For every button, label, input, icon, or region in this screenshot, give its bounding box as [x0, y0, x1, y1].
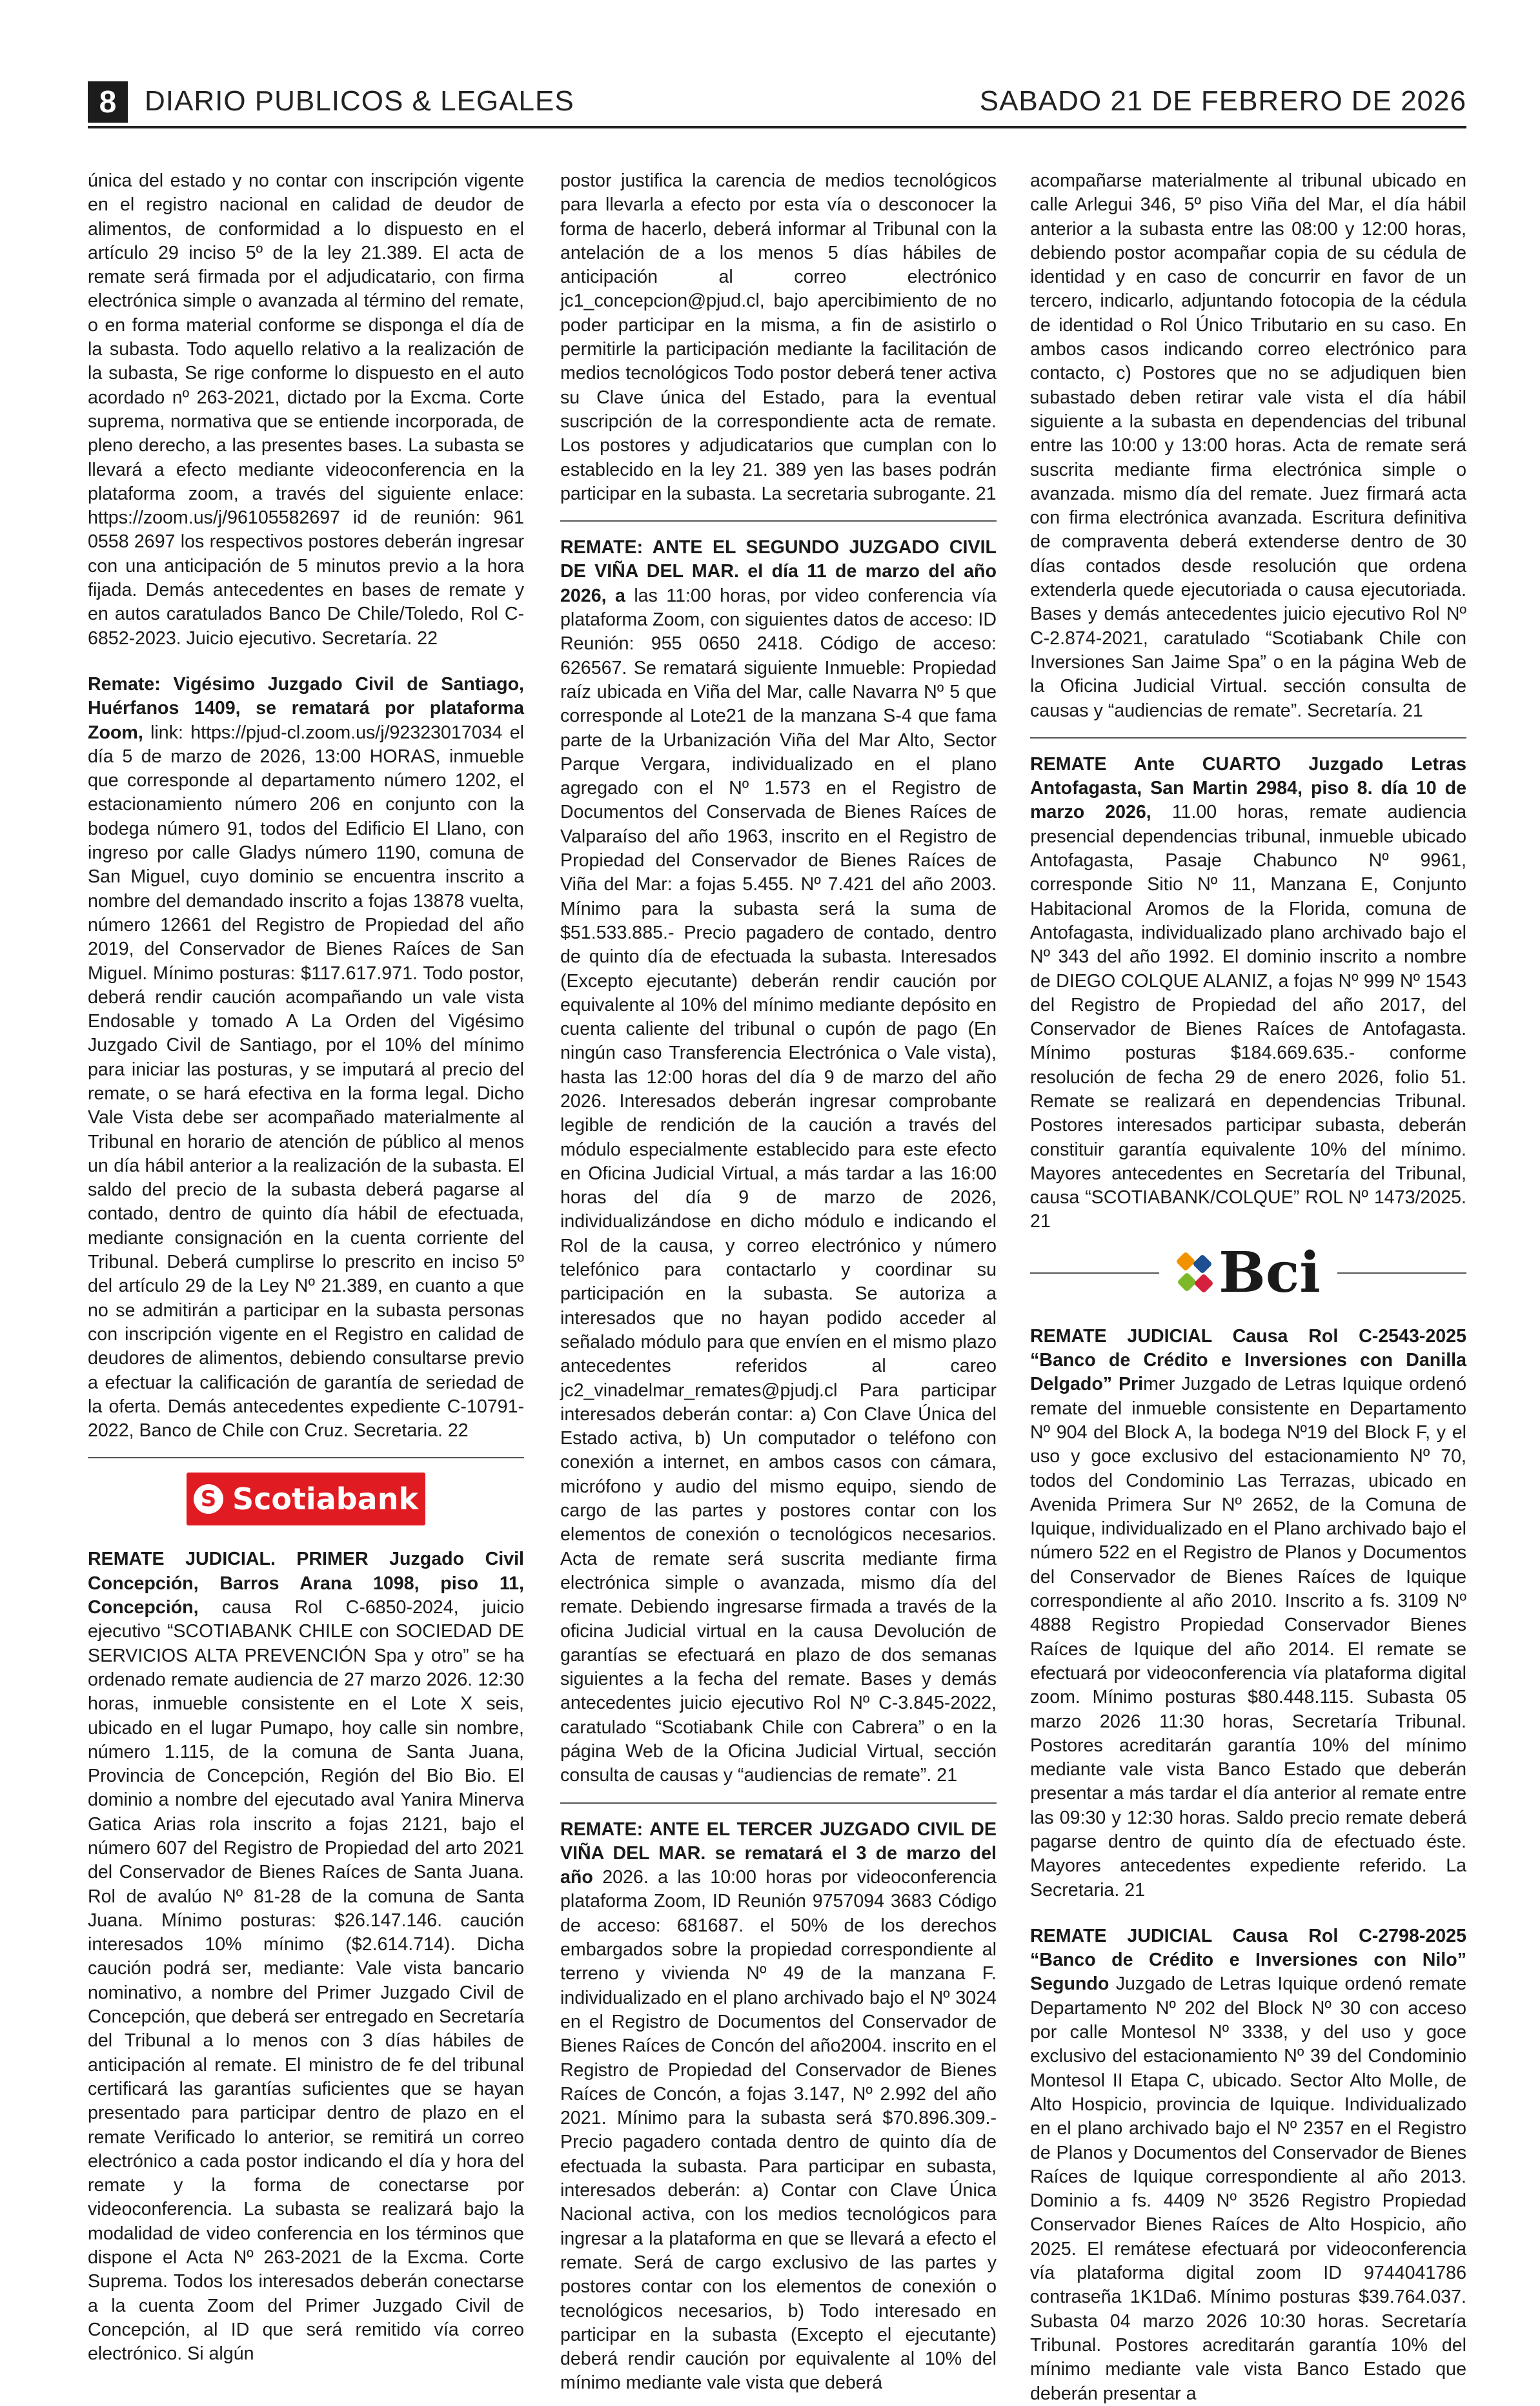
bci-logo: Bci — [1176, 1243, 1321, 1303]
header-rule — [88, 126, 1466, 128]
publication-title: DIARIO PUBLICOS & LEGALES — [145, 85, 574, 117]
divider — [1030, 737, 1466, 739]
notice-continued: única del estado y no contar con inscripción vigente en el registro nacional en calidad de deudor de alimentos, de conformidad a lo dispuesto en el artículo 29 inciso 5º de la ley 21.389. El acta de remate será firmada por el adjudicatario, con firma electrónica simple o avanzada al término del remate, o en forma material conforme se disponga el día de la subasta. Todo aquello relativo a la realización de la subasta, Se rige conforme lo dispuesto en el auto acordado nº 263-2021, dictado por la Excma. Corte suprema, normativa que se entiende incorporada, de pleno derecho, a las presentes bases. La subasta se llevará a efecto mediante videoconferencia en la plataforma zoom, a través del siguiente enlace: https://zoom.us/j/96105582697 id de reunión: 961 0558 2697 los respectivos postores deberán ingresar con una anticipación de 5 minutos previo a la hora fijada. Demás antecedentes en bases de remate y en autos caratulados Banco De Chile/Toledo, Rol C-6852-2023. Juicio ejecutivo. Secretaría. 22 — [88, 170, 524, 649]
notice-heading: REMATE JUDICIAL Causa Rol C-2798-2025 “Banco de Crédito e Inversiones con Nilo” Segundo — [1030, 1925, 1466, 1995]
divider — [560, 520, 997, 522]
notice-heading: REMATE JUDICIAL. PRIMER Juzgado Civil Concepción, Barros Arana 1098, piso 11, Concepción, — [88, 1549, 524, 1618]
scotiabank-logo-row — [88, 1473, 524, 1525]
divider — [88, 1457, 524, 1458]
page-header — [88, 81, 1466, 123]
notice-bci-nilo: REMATE JUDICIAL Causa Rol C-2798-2025 “Banco de Crédito e Inversiones con Nilo” Segundo Juzgado de Letras Iquique ordenó remate Departamento Nº 202 del Block Nº 30 con acceso por calle Montesol Nº 3338, y del uso y goce exclusivo del estacionamiento Nº 39 del Condominio Montesol II Etapa C, ubicado. Sector Alto Molle, de Alto Hospicio, provincia de Iquique. Individualizado en el plano archivado bajo el Nº 2357 en el Registro de Planos y Documentos del Conservador de Bienes Raíces de Iquique correspondiente al año 2013. Dominio a fs. 4409 Nº 3526 Registro Propiedad Conservador Bienes Raíces de Alto Hospicio, año 2025. El remátese efectuará por videoconferencia vía plataforma digital zoom ID 9744041786 contraseña 1K1Da6. Mínimo posturas $39.764.037. Subasta 04 marzo 2026 10:30 horas. Secretaría Tribunal. Postores acreditarán garantía 10% del mínimo mediante vale vista Banco Estado que deberán presentar a — [1030, 1925, 1466, 2404]
notice-heading: Remate: Vigésimo Juzgado Civil de Santiago, Huérfanos 1409, se rematará por plataforma Zoom, — [88, 673, 524, 743]
bci-mark-icon — [1176, 1250, 1215, 1296]
scotiabank-logo: S Scotiabank — [187, 1473, 425, 1525]
notice-heading: REMATE: ANTE EL TERCER JUZGADO CIVIL DE VIÑA DEL MAR. se rematará el 3 de marzo del año — [560, 1819, 997, 1888]
bci-logo-row — [1030, 1239, 1466, 1305]
scotiabank-s-icon: S — [194, 1484, 223, 1514]
column-3 — [1030, 169, 1466, 2406]
notice-heading: REMATE Ante CUARTO Juzgado Letras Antofagasta, San Martin 2984, piso 8. día 10 de marzo 2026, — [1030, 753, 1466, 823]
logo-rule-left — [1030, 1272, 1159, 1274]
divider — [560, 1802, 997, 1804]
notice-vigesimo-juzgado: Remate: Vigésimo Juzgado Civil de Santiago, Huérfanos 1409, se rematará por plataforma Zoom, link: https://pjud-cl.zoom.us/j/92323017034 el día 5 de marzo de 2026, 13:00 HORAS, inmueble que corresponde al departamento número 1202, el estacionamiento número 206 en conjunto con la bodega número 91, todos del Edificio El Llano, con ingreso por calle Gladys número 1190, comuna de San Miguel, cuyo dominio se encuentra inscrito a nombre del demandado inscrito a fojas 13878 vuelta, número 12661 del Registro de Propiedad del año 2019, del Conservador de Bienes Raíces de San Miguel. Mínimo posturas: $117.617.971. Todo postor, deberá rendir caución acompañando un vale vista Endosable y tomado A La Orden del Vigésimo Juzgado Civil de Santiago, por el 10% del mínimo para iniciar las posturas, y se imputará al precio del remate, o se hará efectiva en la forma legal. Dicho Vale Vista debe ser acompañado materialmente al Tribunal en horario de atención de público al menos un día hábil anterior a la realización de la subasta. El saldo del precio de la subasta deberá pagarse al contado, dentro de quinto día hábil de efectuada, mediante consignación en la cuenta corriente del Tribunal. Deberá cumplirse lo prescrito en inciso 5º del artículo 29 de la Ley Nº 21.389, en cuanto a que no se admitirán a participar en la subasta personas con inscripción vigente en el Registro en calidad de deudores de alimentos, debiendo consultarse previo a efectuar la calificación de garantía de seriedad de la oferta. Demás antecedentes expediente C-10791-2022, Banco de Chile con Cruz. Secretaria. 22 — [88, 673, 524, 1442]
logo-rule-right — [1337, 1272, 1466, 1274]
notice-continued: postor justifica la carencia de medios tecnológicos para llevarla a efecto por esta vía o desconocer la forma de hacerlo, deberá informar al Tribunal con la antelación de a los menos 5 días hábiles de anticipación al correo electrónico jc1_concepcion@pjud.cl, bajo apercibimiento de no poder participar en la misma, a fin de asistirlo o permitirle la participación mediante la facilitación de medios tecnológicos Todo postor deberá tener activa su Clave única del Estado, para la eventual suscripción de la correspondiente acta de remate. Los postores y adjudicatarios que cumplan con lo establecido en la ley 21. 389 yen las bases podrán participar en la subasta. La secretaria subrogante. 21 — [560, 170, 997, 504]
issue-date: SABADO 21 DE FEBRERO DE 2026 — [979, 85, 1466, 117]
notice-primer-juzgado-concepcion: REMATE JUDICIAL. PRIMER Juzgado Civil Concepción, Barros Arana 1098, piso 11, Concepción, causa Rol C-6850-2024, juicio ejecutivo “SCOTIABANK CHILE con SOCIEDAD DE SERVICIOS ALTA PREVENCIÓN Spa y otro” se ha ordenado remate audiencia de 27 marzo 2026. 12:30 horas, inmueble consistente en el Lote X seis, ubicado en el lugar Pumapo, hoy calle sin nombre, número 1.115, de la comuna de Santa Juana, Provincia de Concepción, Región del Bio Bio. El dominio a nombre del ejecutado aval Yanira Minerva Gatica Arias rola inscrito a fojas 2121, bajo el número 607 del Registro de Propiedad del arto 2021 del Conservador de Bienes Raíces de Santa Juana. Rol de avalúo Nº 81-28 de la comuna de Santa Juana. Mínimo posturas: $26.147.146. caución interesados 10% mínimo ($2.614.714). Dicha caución podrá ser, mediante: Vale vista bancario nominativo, a nombre del Primer Juzgado Civil de Concepción, que deberá ser entregado en Secretaría del Tribunal a lo menos con 3 días hábiles de anticipación al remate. El ministro de fe del tribunal certificará las garantías suficientes que se hayan presentado para participar dentro de plazo en el remate Verificado lo anterior, se remitirá un correo electrónico a cada postor indicando el día y hora del remate y la forma de conectarse por videoconferencia. La subasta se realizará bajo la modalidad de video conferencia en los términos que dispone el Acta Nº 263-2021 de la Excma. Corte Suprema. Todos los interesados deberán conectarse a la cuenta Zoom del Primer Juzgado Civil de Concepción, al ID que será remitido vía correo electrónico. Si algún — [88, 1549, 524, 2365]
notice-tercer-juzgado-vina: REMATE: ANTE EL TERCER JUZGADO CIVIL DE VIÑA DEL MAR. se rematará el 3 de marzo del año 2026. a las 10:00 horas por videoconferencia plataforma Zoom, ID Reunión 9757094 3683 Código de acceso: 681687. el 50% de los derechos embargados sobre la propiedad correspondiente al terreno y vivienda Nº 49 de la manzana F. individualizado en el plano archivado bajo el Nº 3024 en el Registro de Documentos del Conservador de Bienes Raíces de Concón del año2004. inscrito en el Registro de Propiedad del Conservador de Bienes Raíces de Concón, a fojas 3.147, Nº 2.992 del año 2021. Mínimo para la subasta será $70.896.309.- Precio pagadero contada dentro de quinto día de efectuada la subasta. Para participar en subasta, interesados deberán: a) Contar con Clave Única Nacional activa, con los medios tecnológicos para ingresar a la plataforma en que se llevará a efecto el remate. Será de cargo exclusivo de las partes y postores contar con los elementos de conexión o tecnológicos necesarios, b) Todo interesado en participar en la subasta (Excepto el ejecutante) deberá rendir caución por equivalente al 10% del mínimo mediante vale vista que deberá — [560, 1819, 997, 2394]
notice-heading: REMATE: ANTE EL SEGUNDO JUZGADO CIVIL DE VIÑA DEL MAR. el día 11 de marzo del año 2026, a — [560, 537, 997, 606]
notice-segundo-juzgado-vina: REMATE: ANTE EL SEGUNDO JUZGADO CIVIL DE VIÑA DEL MAR. el día 11 de marzo del año 2026, a las 11:00 horas, por video conferencia vía plataforma Zoom, con siguientes datos de acceso: ID Reunión: 955 0650 2418. Código de acceso: 626567. Se rematará siguiente Inmueble: Propiedad raíz ubicada en Viña del Mar, calle Navarra Nº 5 que corresponde al Lote21 de la manzana S-4 que fama parte de la Urbanización Viña del Mar Alto, Sector Parque Vergara, individualizado en el plano agregado con el Nº 1.573 en el Registro de Documentos del Conservada de Bienes Raíces de Valparaíso del año 1963, inscrito en el Registro de Propiedad del Conservador de Bienes Raíces de Viña del Mar: a fojas 5.455. Nº 7.421 del año 2003. Mínimo para la subasta será la suma de $51.533.885.- Precio pagadero de contado, dentro de quinto día de efectuada la subasta. Interesados (Excepto ejecutante) deberán rendir caución por equivalente al 10% del mínimo mediante depósito en cuenta caliente del tribunal o cupón de pago (En ningún caso Transferencia Electrónica o Vale vista), hasta las 12:00 horas del día 9 de marzo del año 2026. Interesados deberán ingresar comprobante legible de rendición de la caución a través del módulo especialmente establecido para este efecto en Oficina Judicial Virtual, a más tardar a las 16:00 horas del día 9 de marzo de 2026, individualizándose en dicho módulo e indicando el Rol de la causa, y correo electrónico y número telefónico para contactarlo y coordinar su participación en la subasta. Se autoriza a interesados que no hayan podido acceder al señalado módulo para que envíen en el mismo plazo antecedentes referidos al careo jc2_vinadelmar_remates@pjudj.cl Para participar interesados deberán contar: a) Con Clave Única del Estado activa, b) Un computador o teléfono con conexión a internet, en ambos casos con cámara, micrófono y audio del mismo equipo, siendo de cargo de las partes y postores contar con los elementos de conexión o tecnológicos necesarios. Acta de remate será suscrita mediante firma electrónica simple o avanzada, mismo día del remate. Debiendo ingresarse firmada a través de la oficina Judicial virtual en la causa Devolución de garantías se efectuará en plazo de dos semanas siguientes a la fecha del remate. Bases y demás antecedentes juicio ejecutivo Rol Nº C-3.845-2022, caratulado “Scotiabank Chile con Cabrera” o en la página Web de la Oficina Judicial Virtual, sección consulta de causas y “audiencias de remate”. 21 — [560, 537, 997, 1786]
notice-continued: acompañarse materialmente al tribunal ubicado en calle Arlegui 346, 5º piso Viña del Mar, el día hábil anterior a la subasta entre las 08:00 y 12:00 horas, debiendo postor acompañar copia de su cédula de identidad y en caso de concurrir en favor de un tercero, indicarlo, adjuntando fotocopia de la cédula de identidad o Rol Único Tributario en su caso. En ambos casos indicando correo electrónico para contacto, c) Postores que no se adjudiquen bien subastado deben retirar vale vista el día hábil siguiente a la subasta en dependencias del tribunal entre las 10:00 y 13:00 horas. Acta de remate será suscrita mediante firma electrónica simple o avanzada. mismo día del remate. Juez firmará acta con firma electrónica avanzada. Escritura definitiva de compraventa deberá extenderse dentro de 30 días contados desde resolución que ordena extenderla quede ejecutoriada o causa ejecutoriada. Bases y demás antecedentes juicio ejecutivo Rol Nº C-2.874-2021, caratulado “Scotiabank Chile con Inversiones San Jaime Spa” o en la página Web de la Oficina Judicial Virtual. sección consulta de causas y “audiencias de remate”. Secretaría. 21 — [1030, 170, 1466, 721]
column-1 — [88, 169, 524, 2367]
column-2 — [560, 169, 997, 2396]
page-number: 8 — [88, 81, 128, 123]
notice-cuarto-juzgado-antofagasta: REMATE Ante CUARTO Juzgado Letras Antofagasta, San Martin 2984, piso 8. día 10 de marzo 2026, 11.00 horas, remate audiencia presencial dependencias tribunal, inmueble ubicado Antofagasta, Pasaje Chabunco Nº 9961, corresponde Sitio Nº 11, Manzana E, Conjunto Habitacional Aromos de la Florida, comuna de Antofagasta, individualizado plano archivado bajo el Nº 343 del año 1992. El dominio inscrito a nombre de DIEGO COLQUE ALANIZ, a fojas Nº 999 Nº 1543 del Registro de Propiedad del año 2017, del Conservador de Bienes Raíces de Antofagasta. Mínimo posturas $184.669.635.- conforme resolución de fecha 29 de enero 2026, folio 51. Remate se realizará en dependencias Tribunal. Postores interesados participar subasta, deberán constituir garantía equivalente 10% del mínimo. Mayores antecedentes en Secretaría del Tribunal, causa “SCOTIABANK/COLQUE” ROL Nº 1473/2025. 21 — [1030, 753, 1467, 1232]
notice-bci-danilla: REMATE JUDICIAL Causa Rol C-2543-2025 “Banco de Crédito e Inversiones con Danilla Delgado” Primer Juzgado de Letras Iquique ordenó remate del inmueble consistente en Departamento Nº 904 del Block A, la bodega Nº19 del Block F, y el uso y goce exclusivo del estacionamiento Nº 70, todos del Condominio Las Terrazas, ubicado en Avenida Primera Sur Nº 2652, de la Comuna de Iquique, individualizado en el Plano archivado bajo el número 522 en el Registro de Planos y Documentos del Conservador de Bienes Raíces de Iquique correspondiente al año 2010. Inscrito a fs. 3109 Nº 4888 Registro Propiedad Conservador Bienes Raíces de Iquique del año 2014. El remate se efectuará por videoconferencia vía plataforma digital zoom. Mínimo posturas $80.448.115. Subasta 05 marzo 2026 11:30 horas, Secretaría Tribunal. Postores acreditarán garantía 10% del mínimo mediante vale vista Banco Estado que deberán presentar a más tardar el día anterior al remate entre las 09:30 y 12:30 horas. Saldo precio remate deberá pagarse dentro de quinto día de efectuado éste. Mayores antecedentes expediente referido. La Secretaria. 21 — [1030, 1325, 1466, 1901]
notice-heading: REMATE JUDICIAL Causa Rol C-2543-2025 “Banco de Crédito e Inversiones con Danilla Delgado” Pri — [1030, 1325, 1466, 1395]
